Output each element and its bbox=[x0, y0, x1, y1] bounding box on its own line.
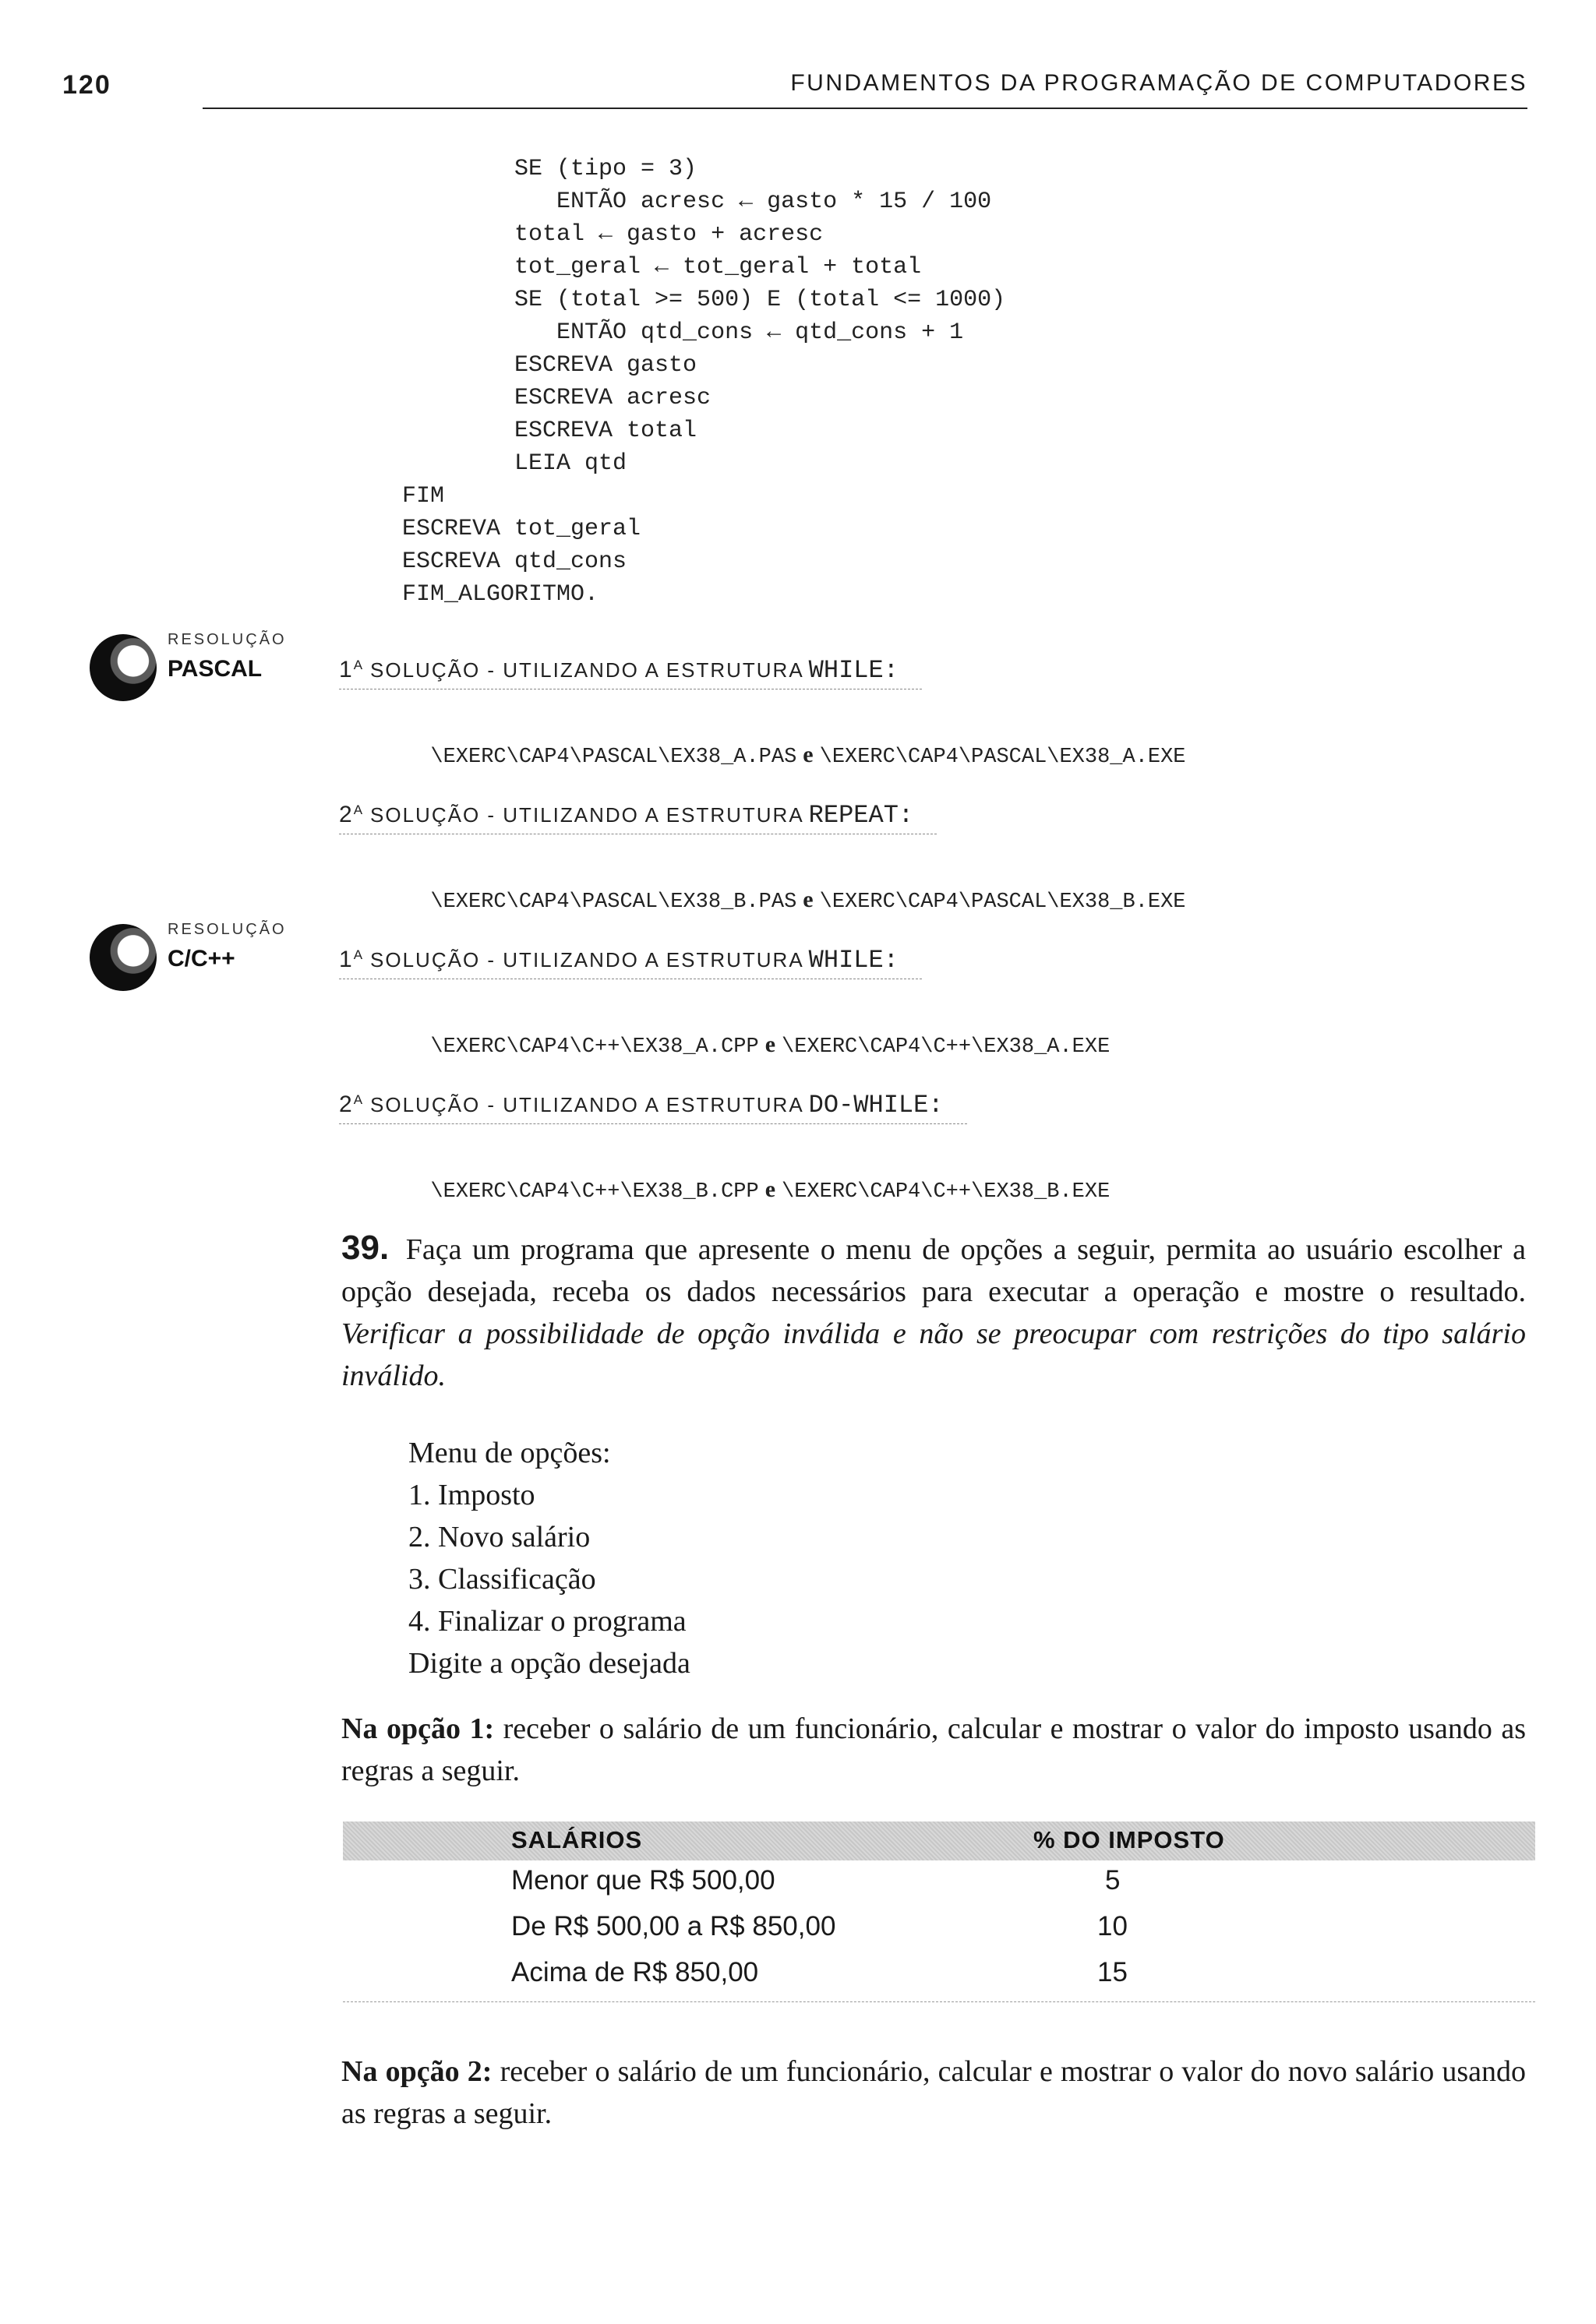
menu-item: 4. Finalizar o programa bbox=[408, 1605, 687, 1638]
table-cell: 10 bbox=[1097, 1911, 1128, 1941]
source-file: \EXERC\CAP4\PASCAL\EX38_A.PAS bbox=[430, 746, 797, 769]
cpp-resolution-badge bbox=[90, 918, 323, 996]
pascal-solution-2-heading bbox=[339, 801, 913, 830]
solution-sup: A bbox=[353, 947, 365, 963]
table-header-cell: % DO IMPOSTO bbox=[1033, 1826, 1225, 1853]
solution-text: SOLUÇÃO - UTILIZANDO A ESTRUTURA bbox=[370, 803, 804, 827]
menu-title: Menu de opções: bbox=[408, 1437, 611, 1469]
exercise-number: 39. bbox=[341, 1229, 390, 1267]
table-cell: 5 bbox=[1105, 1865, 1121, 1896]
options-menu bbox=[408, 1432, 690, 1684]
table-row bbox=[343, 1952, 1535, 1998]
solution-keyword: WHILE: bbox=[808, 656, 899, 685]
exercise-39 bbox=[341, 1227, 1526, 1397]
table-cell: De R$ 500,00 a R$ 850,00 bbox=[511, 1911, 836, 1941]
table-cell: 15 bbox=[1097, 1957, 1128, 1987]
header-rule bbox=[203, 108, 1527, 109]
solution-sup: A bbox=[353, 658, 365, 673]
option-1-paragraph bbox=[341, 1708, 1526, 1792]
connector: e bbox=[803, 742, 814, 767]
cpp-solution-1-files bbox=[405, 1008, 1110, 1059]
table-cell: Acima de R$ 850,00 bbox=[511, 1957, 759, 1987]
solution-keyword: WHILE: bbox=[808, 946, 899, 975]
exe-file: \EXERC\CAP4\PASCAL\EX38_B.EXE bbox=[819, 890, 1186, 914]
exe-file: \EXERC\CAP4\C++\EX38_A.EXE bbox=[782, 1035, 1110, 1059]
option-2-paragraph bbox=[341, 2051, 1526, 2135]
cpp-solution-1-heading bbox=[339, 946, 899, 975]
running-title: FUNDAMENTOS DA PROGRAMAÇÃO DE COMPUTADORES bbox=[790, 70, 1527, 96]
solution-keyword: DO-WHILE: bbox=[808, 1091, 944, 1120]
menu-item: 3. Classificação bbox=[408, 1563, 596, 1596]
pascal-resolution-badge bbox=[90, 628, 323, 706]
page-header bbox=[62, 70, 1527, 108]
solution-text: SOLUÇÃO - UTILIZANDO A ESTRUTURA bbox=[370, 948, 804, 972]
disc-icon bbox=[90, 634, 157, 701]
solution-number: 2 bbox=[339, 802, 354, 827]
pascal-solution-1-heading bbox=[339, 656, 899, 685]
solution-text: SOLUÇÃO - UTILIZANDO A ESTRUTURA bbox=[370, 658, 804, 682]
solution-number: 1 bbox=[339, 947, 354, 972]
exercise-statement: Faça um programa que apresente o menu de opções a seguir, permita ao usuário escolher a opção desejada, receba os dados necessários para executar a operação e mostre o resultado. bbox=[341, 1233, 1527, 1308]
pascal-solution-1-files bbox=[405, 718, 1186, 769]
pascal-solution-2-files bbox=[405, 863, 1186, 914]
tax-table bbox=[343, 1821, 1535, 2002]
table-header bbox=[343, 1821, 1535, 1860]
solution-keyword: REPEAT: bbox=[808, 801, 914, 830]
option-label: Na opção 2: bbox=[341, 2055, 493, 2088]
table-cell: Menor que R$ 500,00 bbox=[511, 1865, 775, 1896]
badge-language: C/C++ bbox=[168, 946, 235, 972]
solution-number: 1 bbox=[339, 657, 354, 682]
connector: e bbox=[764, 1032, 776, 1057]
badge-caption: RESOLUÇÃO bbox=[168, 631, 287, 648]
exe-file: \EXERC\CAP4\PASCAL\EX38_A.EXE bbox=[819, 746, 1186, 769]
solution-number: 2 bbox=[339, 1091, 354, 1117]
menu-prompt: Digite a opção desejada bbox=[408, 1647, 690, 1680]
table-row bbox=[343, 1860, 1535, 1906]
table-bottom-rule bbox=[343, 2001, 1535, 2002]
menu-item: 2. Novo salário bbox=[408, 1521, 591, 1553]
badge-language: PASCAL bbox=[168, 656, 263, 682]
option-text: receber o salário de um funcionário, calcular e mostrar o valor do imposto usando as regras a seguir. bbox=[341, 1712, 1526, 1787]
solution-sup: A bbox=[353, 802, 365, 818]
badge-caption: RESOLUÇÃO bbox=[168, 921, 287, 938]
connector: e bbox=[764, 1176, 776, 1202]
exe-file: \EXERC\CAP4\C++\EX38_B.EXE bbox=[782, 1180, 1110, 1204]
exercise-statement-italic: Verificar a possibilidade de opção inválida e não se preocupar com restrições do tipo salário inválido. bbox=[341, 1317, 1526, 1392]
connector: e bbox=[803, 887, 814, 912]
source-file: \EXERC\CAP4\C++\EX38_B.CPP bbox=[430, 1180, 759, 1204]
menu-item: 1. Imposto bbox=[408, 1479, 535, 1511]
source-file: \EXERC\CAP4\C++\EX38_A.CPP bbox=[430, 1035, 759, 1059]
disc-icon bbox=[90, 924, 157, 991]
option-text: receber o salário de um funcionário, calcular e mostrar o valor do novo salário usando as regras a seguir. bbox=[341, 2055, 1526, 2130]
algorithm-code-block: SE (tipo = 3) ENTÃO acresc ← gasto * 15 / 100 total ← gasto + acresc tot_geral ← tot_geral + total SE (total >= 500) E (total <= 1000) ENTÃO qtd_cons ← qtd_cons + 1 ESCREVA gasto ESCREVA acresc ESCREVA total LEIA qtd FIM ESCREVA tot_geral ESCREVA qtd_cons FIM_ALGORITMO. bbox=[402, 156, 1006, 608]
heading-underline bbox=[339, 1123, 967, 1124]
cpp-solution-2-files bbox=[405, 1153, 1110, 1204]
page-number: 120 bbox=[62, 70, 111, 100]
solution-text: SOLUÇÃO - UTILIZANDO A ESTRUTURA bbox=[370, 1093, 804, 1116]
option-label: Na opção 1: bbox=[341, 1712, 495, 1745]
source-file: \EXERC\CAP4\PASCAL\EX38_B.PAS bbox=[430, 890, 797, 914]
solution-sup: A bbox=[353, 1092, 365, 1108]
cpp-solution-2-heading bbox=[339, 1091, 944, 1120]
table-header-cell: SALÁRIOS bbox=[511, 1826, 643, 1853]
table-row bbox=[343, 1906, 1535, 1952]
